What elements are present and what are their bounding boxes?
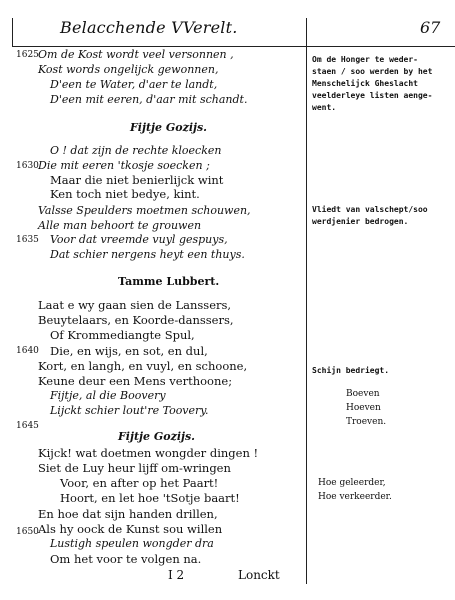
page-number: 67 <box>420 18 441 37</box>
line-number: 1640 <box>16 346 39 356</box>
verse-line: Valsse Speulders moetmen schouwen, <box>38 204 251 217</box>
verse-line: En hoe dat sijn handen drillen, <box>38 507 218 521</box>
marginal-note: staen / soo werden by het <box>312 67 433 76</box>
verse-line: Keune deur een Mens verthoone; <box>38 374 233 388</box>
verse-line: Die, en wijs, en sot, en dul, <box>50 344 208 358</box>
verse-line: Of Krommediangte Spul, <box>50 328 195 342</box>
verse-line: Siet de Luy heur lijff om-wringen <box>38 461 231 475</box>
marginal-note: werdjenier bedrogen. <box>312 217 409 226</box>
speaker-heading: Fijtje Gozijs. <box>118 430 196 443</box>
signature-mark: I 2 <box>168 568 185 582</box>
marginal-rhyme: Troeven. <box>346 417 387 427</box>
line-number: 1650 <box>16 527 39 537</box>
line-number: 1645 <box>16 421 39 431</box>
verse-line: D'een mit eeren, d'aar mit schandt. <box>50 93 248 106</box>
header-rule <box>12 46 455 47</box>
verse-line: Om de Kost wordt veel versonnen , <box>38 48 234 61</box>
marginal-note: Vliedt van valschept/soo <box>312 205 428 214</box>
verse-line: Om het voor te volgen na. <box>50 552 202 566</box>
line-number: 1625 <box>16 50 39 60</box>
running-title: Belacchende VVerelt. <box>60 18 238 37</box>
marginal-note: Schijn bedriegt. <box>312 366 390 375</box>
verse-line: Lijckt schier lout're Toovery. <box>50 404 209 417</box>
verse-line: Kost words ongelijck gewonnen, <box>38 63 219 76</box>
marginal-rhyme: Boeven <box>346 389 380 399</box>
marginal-rhyme: Hoe geleerder, <box>318 478 386 488</box>
verse-line: Fijtje, al die Boovery <box>50 389 166 402</box>
verse-line: Voor dat vreemde vuyl gespuys, <box>50 233 228 246</box>
marginal-rhyme: Hoe verkeerder. <box>318 492 392 502</box>
verse-line: Maar die niet benierlijck wint <box>50 173 224 187</box>
verse-line: Die mit eeren 'tkosje soecken ; <box>38 159 210 172</box>
verse-line: Laat e wy gaan sien de Lanssers, <box>38 298 232 312</box>
marginal-note: Menschelijck Gheslacht <box>312 79 418 88</box>
marginal-rhyme: Hoeven <box>346 403 381 413</box>
speaker-heading: Tamme Lubbert. <box>118 275 220 288</box>
verse-line: Voor, en after op het Paart! <box>60 476 219 490</box>
verse-line: Lustigh speulen wongder dra <box>50 537 214 550</box>
catchword: Lonckt <box>238 568 280 582</box>
margin-column-rule <box>306 18 307 584</box>
verse-line: Ken toch niet bedye, kint. <box>50 187 200 201</box>
verse-line: Alle man behoort te grouwen <box>38 219 202 232</box>
marginal-note: veelderleye listen aenge- <box>312 91 433 100</box>
line-number: 1630 <box>16 161 39 171</box>
marginal-note: went. <box>312 103 337 112</box>
line-number: 1635 <box>16 235 39 245</box>
verse-line: D'een te Water, d'aer te landt, <box>50 78 218 91</box>
verse-line: Kort, en langh, en vuyl, en schoone, <box>38 359 248 373</box>
verse-line: Als hy oock de Kunst sou willen <box>38 522 223 536</box>
verse-line: O ! dat zijn de rechte kloecken <box>50 144 222 157</box>
speaker-heading: Fijtje Gozijs. <box>130 121 208 134</box>
marginal-note: Om de Honger te weder- <box>312 55 418 64</box>
verse-line: Dat schier nergens heyt een thuys. <box>50 248 245 261</box>
verse-line: Beuytelaars, en Koorde-danssers, <box>38 313 234 327</box>
verse-line: Kijck! wat doetmen wongder dingen ! <box>38 446 259 460</box>
verse-line: Hoort, en let hoe 'tSotje baart! <box>60 491 240 505</box>
left-border <box>12 18 13 46</box>
